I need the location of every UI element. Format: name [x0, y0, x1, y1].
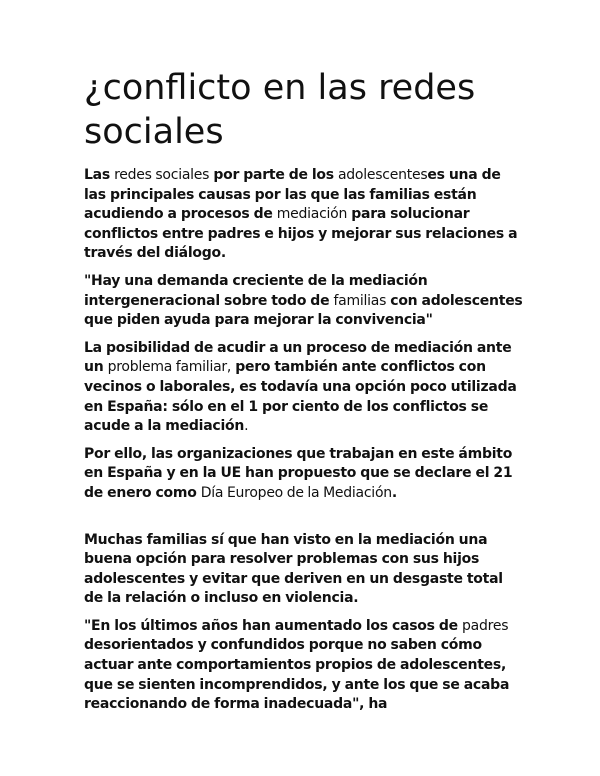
text-run: para solucionar conflictos entre padres e hijos y mejorar sus relaciones a través del diálogo. [84, 206, 518, 262]
text-run-regular: familias [333, 292, 387, 309]
text-run-regular: mediación [276, 206, 348, 223]
text-run: Muchas familias sí que han visto en la mediación una buena opción para resolver problemas con sus hijos adolescentes y evitar que deriven en un desgaste total de la relación o incluso en violencia. [84, 531, 503, 607]
text-run: desorientados y confundidos porque no saben cómo actuar ante comportamientos propios de adolescentes, que se sienten incomprendidos, y ante los que se acaba reaccionando de forma inadecuada", ha [84, 637, 510, 713]
text-run-regular: . [244, 418, 249, 435]
paragraph-demanda-creciente [84, 272, 524, 331]
document-page [84, 66, 524, 723]
document-title: ¿conflicto en las redes sociales [84, 68, 476, 152]
text-run-regular: redes sociales [114, 167, 210, 183]
text-run: con adolescentes que piden ayuda para mejorar la convivencia" [84, 292, 523, 329]
text-run: "En los últimos años han aumentado los casos de [84, 617, 463, 634]
text-run: La posibilidad de acudir a un proceso de mediación ante un [84, 339, 512, 376]
text-run: Las [84, 167, 115, 183]
paragraph-por-ello [84, 445, 524, 504]
text-run: . [391, 484, 397, 501]
text-run-regular: padres [462, 617, 509, 634]
text-run-regular: problema familiar, [107, 359, 232, 376]
paragraph-posibilidad [84, 339, 524, 437]
paragraph-muchas-familias [84, 531, 524, 609]
text-run: pero también ante conflictos con vecinos o laborales, es todavía una opción poco utilizada en España: sólo en el 1 por ciento de los conflictos se acude a la mediación [84, 359, 517, 435]
paragraph-redes-sociales [84, 166, 524, 264]
paragraph-ultimos-anos [84, 617, 524, 715]
text-run: por parte de los [209, 167, 338, 183]
blank-line [84, 512, 524, 531]
text-run-regular: adolescentes [337, 167, 428, 183]
text-run: "Hay una demanda creciente de la mediación intergeneracional sobre todo de [84, 272, 428, 309]
text-run: es una de las principales causas por las que las familias están acudiendo a procesos de [84, 167, 501, 223]
text-run: Por ello, las organizaciones que trabajan en este ámbito en España y en la UE han propuesto que se declare el 21 de enero como [84, 445, 513, 501]
text-run-regular: Día Europeo de la Mediación [200, 484, 392, 501]
